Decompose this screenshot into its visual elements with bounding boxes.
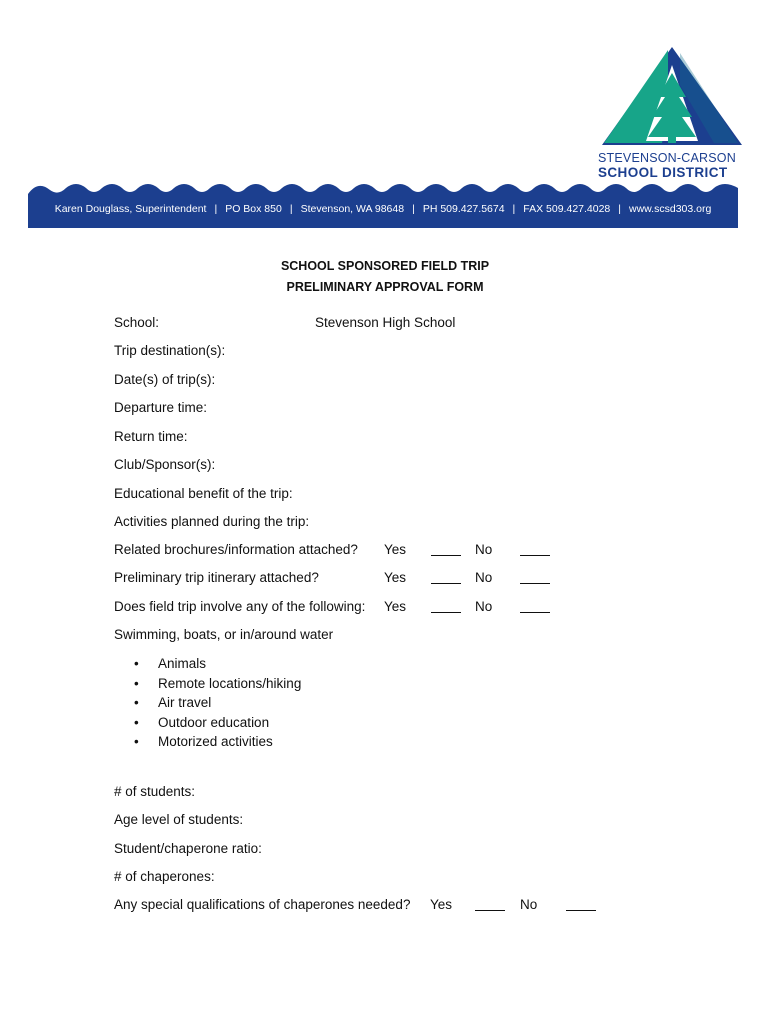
involvement-question: Does field trip involve any of the following: (114, 599, 366, 614)
bullet-icon: • (134, 714, 139, 730)
school-value: Stevenson High School (315, 315, 456, 330)
form-title-line1: SCHOOL SPONSORED FIELD TRIP (280, 259, 490, 273)
no-label: No (475, 570, 493, 585)
involvement-water-item: Swimming, boats, or in/around water (114, 627, 334, 642)
return-time-label: Return time: (114, 429, 188, 444)
fax-text: FAX 509.427.4028 (523, 203, 611, 215)
list-item-label: Animals (158, 656, 207, 671)
banner-separator: | (618, 203, 622, 215)
list-item (134, 732, 301, 752)
banner-separator: | (412, 203, 415, 215)
mountain-tree-icon (602, 45, 742, 150)
chaperone-ratio-label: Student/chaperone ratio: (114, 841, 262, 856)
yes-label: Yes (384, 599, 407, 614)
bullet-icon: • (134, 675, 139, 691)
no-label: No (475, 542, 493, 557)
list-item-label: Air travel (158, 695, 212, 711)
list-item-label: Remote locations/hiking (158, 675, 302, 691)
no-blank[interactable] (566, 896, 596, 911)
bullet-icon: • (134, 656, 139, 671)
list-item-label: Outdoor education (158, 714, 270, 730)
contact-banner (28, 180, 738, 228)
superintendent-text: Karen Douglass, Superintendent (54, 203, 207, 215)
banner-contact-line (28, 200, 738, 218)
no-label: No (520, 897, 538, 912)
district-name (598, 151, 748, 181)
involvement-list (134, 654, 301, 752)
website-link[interactable]: www.scsd303.org (629, 203, 712, 215)
itinerary-question: Preliminary trip itinerary attached? (114, 570, 319, 585)
yes-label: Yes (384, 570, 407, 585)
list-item (134, 674, 301, 694)
phone-text: PH 509.427.5674 (422, 203, 505, 215)
list-item-label: Motorized activities (158, 734, 273, 750)
num-students-label: # of students: (114, 784, 196, 799)
po-box-text: PO Box 850 (225, 203, 282, 215)
no-blank[interactable] (520, 598, 550, 613)
trip-destination-label: Trip destination(s): (114, 343, 226, 358)
list-item (134, 654, 301, 674)
district-name-line2: SCHOOL DISTRICT (598, 165, 728, 180)
banner-separator: | (289, 203, 293, 215)
no-blank[interactable] (520, 541, 550, 556)
yes-blank[interactable] (431, 569, 461, 584)
yes-label: Yes (430, 897, 453, 912)
form-title (0, 256, 770, 298)
trip-dates-label: Date(s) of trip(s): (114, 372, 216, 387)
list-item (134, 693, 301, 713)
brochures-question: Related brochures/information attached? (114, 542, 358, 557)
bullet-icon: • (134, 734, 139, 750)
city-text: Stevenson, WA 98648 (300, 203, 405, 215)
bullet-icon: • (134, 695, 139, 711)
yes-label: Yes (384, 542, 407, 557)
num-chaperones-label: # of chaperones: (114, 869, 215, 884)
school-label: School: (114, 315, 160, 330)
list-item (134, 713, 301, 733)
educational-benefit-label: Educational benefit of the trip: (114, 486, 293, 501)
banner-separator: | (214, 203, 218, 215)
yes-blank[interactable] (475, 896, 505, 911)
yes-blank[interactable] (431, 598, 461, 613)
no-label: No (475, 599, 493, 614)
no-blank[interactable] (520, 569, 550, 584)
club-sponsor-label: Club/Sponsor(s): (114, 457, 216, 472)
age-level-label: Age level of students: (114, 812, 244, 827)
special-qualifications-question: Any special qualifications of chaperones needed? (114, 897, 411, 912)
departure-time-label: Departure time: (114, 400, 208, 415)
district-name-line1: STEVENSON-CARSON (598, 151, 736, 165)
yes-blank[interactable] (431, 541, 461, 556)
form-title-line2: PRELIMINARY APPROVAL FORM (286, 280, 484, 294)
banner-separator: | (512, 203, 516, 215)
activities-planned-label: Activities planned during the trip: (114, 514, 310, 529)
